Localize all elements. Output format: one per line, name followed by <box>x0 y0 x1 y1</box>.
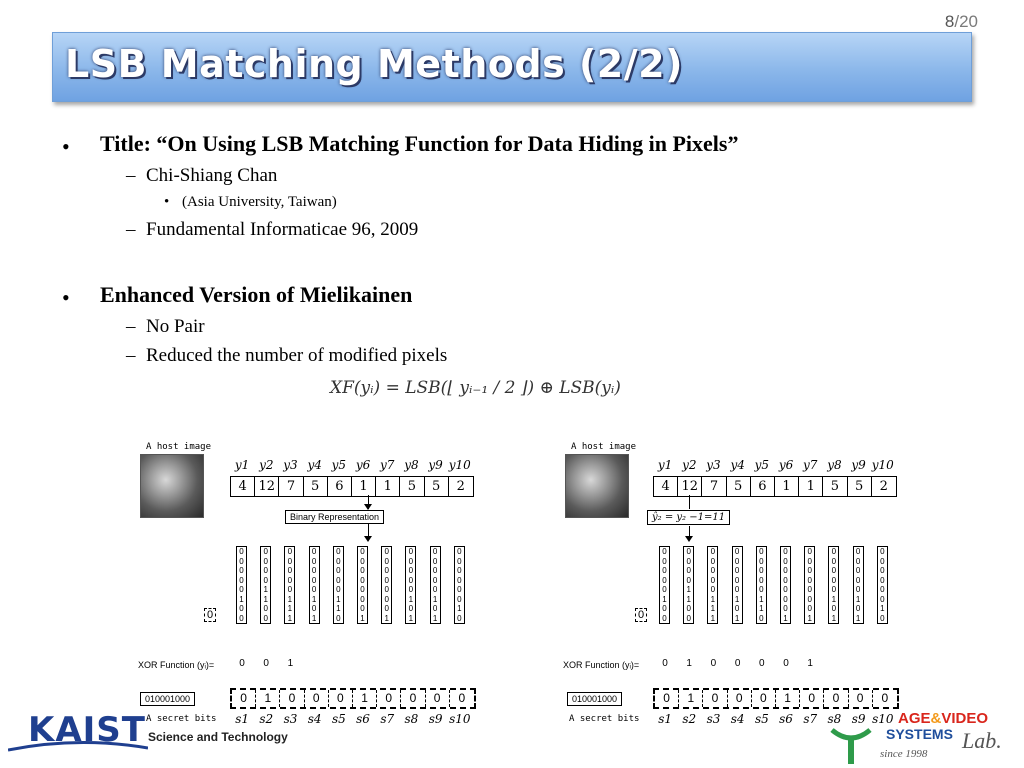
pixel-value-cell: 5 <box>425 477 449 496</box>
xor-value: 0 <box>759 658 765 669</box>
kaist-wordmark: KAIST <box>28 710 146 750</box>
xor-value: 0 <box>783 658 789 669</box>
s-label: s3 <box>706 712 721 726</box>
binary-representation-label: Binary Representation <box>285 510 384 524</box>
page-current: 8 <box>944 12 955 31</box>
y-label: y6 <box>355 458 371 472</box>
bullet-dot: • <box>62 285 70 310</box>
arrow-line <box>689 495 690 509</box>
secret-bit-cell: 0 <box>728 690 752 707</box>
s-label: s4 <box>730 712 745 726</box>
secret-bit-cell: 0 <box>426 690 450 707</box>
dash-icon: – <box>126 316 136 337</box>
secret-bit-cell: 1 <box>679 690 703 707</box>
dash-icon: – <box>126 165 136 186</box>
kaist-subtitle: Science and Technology <box>148 730 288 744</box>
y-label: y5 <box>331 458 347 472</box>
y-label: y4 <box>730 458 745 472</box>
bit-column: 0 0 0 0 0 1 0 0 <box>236 546 247 624</box>
y-label: y1 <box>657 458 673 472</box>
bit-column: 0 0 0 0 0 0 1 0 <box>454 546 465 624</box>
pixel-value-cell: 1 <box>352 477 376 496</box>
pixel-value-cell: 1 <box>775 477 799 496</box>
secret-bit-cell: 0 <box>329 690 353 707</box>
pixel-value-row <box>230 476 474 497</box>
pixel-value-cell: 5 <box>304 477 328 496</box>
pixel-value-cell: 12 <box>255 477 279 496</box>
s-label: s9 <box>851 712 866 726</box>
bit-column: 0 0 0 0 1 1 0 0 <box>683 546 694 624</box>
bit-column: 0 0 0 0 0 1 1 1 <box>284 546 295 624</box>
secret-bit-cell: 0 <box>800 690 824 707</box>
secret-bit-cell: 0 <box>280 690 304 707</box>
s-label: s2 <box>259 712 274 726</box>
pixel-value-cell: 5 <box>400 477 424 496</box>
bit-column: 0 0 0 0 0 0 0 1 <box>357 546 368 624</box>
pixel-value-cell: 5 <box>823 477 847 496</box>
xor-formula: XF(yᵢ) = LSB(⌊ yᵢ₋₁ / 2 ⌋) ⊕ LSB(yᵢ) <box>330 378 621 398</box>
y-label: y2 <box>259 458 274 472</box>
bit-column: 0 0 0 0 0 1 0 1 <box>405 546 416 624</box>
lab-systems: SYSTEMS <box>886 726 953 742</box>
s-label: s2 <box>682 712 697 726</box>
pixel-value-cell: 6 <box>751 477 775 496</box>
pixel-value-cell: 1 <box>376 477 400 496</box>
pixel-value-cell: 5 <box>848 477 872 496</box>
pixel-value-row <box>653 476 897 497</box>
xor-value: 0 <box>734 658 741 669</box>
secret-bit-cell: 0 <box>849 690 873 707</box>
y-label: y10 <box>448 458 471 472</box>
slide-title-bar <box>52 32 972 102</box>
bullet-enhanced: Enhanced Version of Mielikainen <box>100 282 413 307</box>
page-total: /20 <box>954 12 978 31</box>
arrow-down-icon <box>364 536 372 542</box>
lab-emblem-icon <box>826 716 876 766</box>
s-label: s8 <box>404 712 419 726</box>
modified-pixel-label: ŷ₂ = y₂ −1=11 <box>647 510 730 525</box>
secret-bit-cell: 0 <box>401 690 425 707</box>
kaist-logo <box>8 706 293 768</box>
lab-since: since 1998 <box>880 748 928 760</box>
pixel-value-cell: 2 <box>456 479 465 494</box>
y-label: y3 <box>706 458 721 472</box>
y-label: y3 <box>283 458 298 472</box>
dash-icon: – <box>126 345 136 366</box>
host-image <box>565 454 629 518</box>
point-no-pair: No Pair <box>146 316 205 337</box>
xor-value: 1 <box>686 658 692 669</box>
s-label: s6 <box>356 712 370 726</box>
dash-icon: – <box>126 219 136 240</box>
secret-bit-cell: 1 <box>776 690 800 707</box>
lab-amp: & <box>930 710 942 727</box>
secret-bit-cell: 0 <box>881 691 889 705</box>
bit-column: 0 0 0 0 0 0 0 1 <box>804 546 815 624</box>
point-reduced-modified: Reduced the number of modified pixels <box>146 345 448 366</box>
bit-column: 0 0 0 0 0 0 0 1 <box>381 546 392 624</box>
host-image-caption: A host image <box>146 442 212 452</box>
figure-right <box>563 434 893 734</box>
secret-bits-box: 010001000 <box>567 692 622 706</box>
y-label: y9 <box>851 458 866 472</box>
bit-column: 0 0 0 0 0 0 0 1 <box>780 546 791 624</box>
y-label: y9 <box>428 458 443 472</box>
bit-column: 0 0 0 0 0 1 0 1 <box>828 546 839 624</box>
pixel-value-cell: 4 <box>231 477 255 496</box>
pixel-value-cell: 2 <box>879 479 888 494</box>
pixel-value-cell: 7 <box>702 477 726 496</box>
lsb-marker: 0 <box>204 608 216 622</box>
bit-column: 0 0 0 0 0 1 0 1 <box>732 546 743 624</box>
s-label: s1 <box>658 712 672 726</box>
xor-value: 0 <box>239 658 245 669</box>
publication-venue: Fundamental Informaticae 96, 2009 <box>146 219 419 240</box>
xor-value: 0 <box>263 658 269 669</box>
secret-bits-caption: A secret bits <box>569 714 640 724</box>
pixel-value-cell: 7 <box>279 477 303 496</box>
y-label: y6 <box>778 458 794 472</box>
xor-function-label: XOR Function (yᵢ)= <box>563 660 640 670</box>
bit-column: 0 0 0 0 0 1 1 0 <box>333 546 344 624</box>
bit-column: 0 0 0 0 0 1 0 1 <box>853 546 864 624</box>
y-label: y4 <box>307 458 322 472</box>
xor-value: 0 <box>710 658 717 669</box>
bit-column: 0 0 0 0 0 1 1 1 <box>707 546 718 624</box>
bit-column: 0 0 0 0 0 1 0 1 <box>430 546 441 624</box>
s-label: s3 <box>283 712 298 726</box>
y-label-row <box>230 458 472 472</box>
secret-bit-cell: 0 <box>752 690 776 707</box>
s-label: s6 <box>779 712 793 726</box>
s-label: s5 <box>754 712 769 726</box>
figure-left <box>138 434 471 734</box>
bit-column: 0 0 0 0 0 1 0 1 <box>309 546 320 624</box>
pixel-value-cell: 12 <box>678 477 702 496</box>
lab-word: Lab. <box>962 728 1002 753</box>
bit-column: 0 0 0 0 0 1 0 0 <box>659 546 670 624</box>
secret-bit-cell: 0 <box>824 690 848 707</box>
s-label: s10 <box>872 712 894 726</box>
bit-column: 0 0 0 0 0 1 1 0 <box>756 546 767 624</box>
y-label: y8 <box>404 458 419 472</box>
lab-age: AGE <box>898 710 931 727</box>
arrow-down-icon <box>685 536 693 542</box>
y-label: y1 <box>234 458 250 472</box>
secret-bit-cell: 0 <box>458 691 466 705</box>
pixel-value-cell: 1 <box>799 477 823 496</box>
slide-title: LSB Matching Methods (2/2) <box>65 42 683 86</box>
xor-value: 0 <box>662 658 668 669</box>
s-label: s4 <box>307 712 322 726</box>
s-label: s10 <box>449 712 471 726</box>
author-name: Chi-Shiang Chan <box>146 165 278 186</box>
y-label-row <box>653 458 895 472</box>
y-label: y10 <box>871 458 894 472</box>
y-label: y7 <box>803 458 818 472</box>
pixel-value-cell: 5 <box>727 477 751 496</box>
y-label: y8 <box>827 458 842 472</box>
host-image <box>140 454 204 518</box>
pixel-value-cell: 6 <box>328 477 352 496</box>
bit-column: 0 0 0 0 1 1 0 0 <box>260 546 271 624</box>
y-label: y5 <box>754 458 770 472</box>
lab-video: VIDEO <box>941 710 989 727</box>
author-affiliation: (Asia University, Taiwan) <box>182 194 337 210</box>
secret-bits-caption: A secret bits <box>146 714 217 724</box>
xor-function-label: XOR Function (yᵢ)= <box>138 660 215 670</box>
bit-column: 0 0 0 0 0 0 1 0 <box>877 546 888 624</box>
bullet-dot: • <box>164 194 170 210</box>
avs-lab-logo <box>826 706 1016 768</box>
secret-bit-cell: 0 <box>703 690 727 707</box>
secret-bit-cell: 0 <box>305 690 329 707</box>
xor-value: 1 <box>807 658 813 669</box>
bullet-dot: • <box>62 134 70 159</box>
s-label: s1 <box>235 712 249 726</box>
y-label: y2 <box>682 458 697 472</box>
secret-bit-cell: 1 <box>353 690 377 707</box>
s-label: s8 <box>827 712 842 726</box>
bullet-paper-title: Title: “On Using LSB Matching Function for Data Hiding in Pixels” <box>100 131 739 156</box>
secret-bit-cell: 1 <box>256 690 280 707</box>
host-image-caption: A host image <box>571 442 637 452</box>
pixel-value-cell: 4 <box>654 477 678 496</box>
secret-bit-cell: 0 <box>232 690 256 707</box>
s-label: s9 <box>428 712 443 726</box>
y-label: y7 <box>380 458 395 472</box>
s-label: s7 <box>380 712 395 726</box>
secret-bit-cell: 0 <box>655 690 679 707</box>
s-label: s5 <box>331 712 346 726</box>
lab-name-top <box>898 710 988 727</box>
page-number <box>945 12 978 32</box>
lsb-marker: 0 <box>635 608 647 622</box>
s-label: s7 <box>803 712 818 726</box>
secret-bit-cell: 0 <box>377 690 401 707</box>
secret-bits-box: 010001000 <box>140 692 195 706</box>
xor-value: 1 <box>287 658 294 669</box>
